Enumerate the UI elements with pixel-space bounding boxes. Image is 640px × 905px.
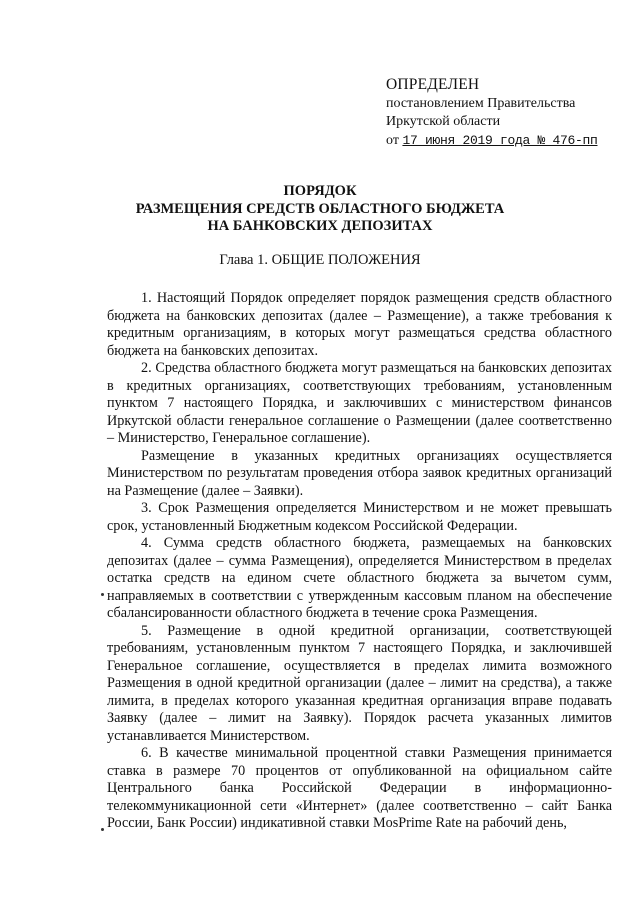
- title-line-2: РАЗМЕЩЕНИЯ СРЕДСТВ ОБЛАСТНОГО БЮДЖЕТА: [135, 200, 505, 217]
- title-line-1: ПОРЯДОК: [283, 183, 357, 199]
- paragraph-4: 4. Сумма средств областного бюджета, размещаемых на банковских депозитах (далее – сумма Размещения), определяется Министерством в пределах остатка средств на едином счете областного бюджета за вычетом сумм, направляемых в соответствии с утвержденным кассовым планом на обеспечение сбалансированности областного бюджета в течение срока Размещения.: [107, 535, 612, 621]
- scan-speck: [101, 593, 104, 596]
- approval-date-number: 17 июня 2019 года № 476-пп: [402, 132, 598, 148]
- approval-title: ОПРЕДЕЛЕН: [386, 76, 480, 93]
- paragraph-1: 1. Настоящий Порядок определяет порядок размещения средств областного бюджета на банковских депозитах (далее – Размещение), а также требования к кредитным организациям, в которых могут размещаться средства областного бюджета на банковских депозитах.: [107, 290, 612, 359]
- paragraph-2-continuation: Размещение в указанных кредитных организациях осуществляется Министерством по результатам проведения отбора заявок кредитных организаций на Размещение (далее – Заявки).: [107, 447, 612, 499]
- paragraph-6: 6. В качестве минимальной процентной ставки Размещения принимается ставка в размере 70 процентов от опубликованной на официальном сайте Центрального банка Российской Федерации в информационно-телекоммуникационной сети «Интернет» (далее соответственно – сайт Банка России, Банк России) индикативной ставки MosPrime Rate на рабочий день,: [107, 745, 612, 831]
- approval-line-2: Иркутской области: [386, 114, 501, 129]
- approval-date-line: [386, 132, 632, 151]
- paragraph-2: 2. Средства областного бюджета могут размещаться на банковских депозитах в кредитных организациях, соответствующих требованиям, установленным пунктом 7 настоящего Порядка, и заключивших с министерством финансов Иркутской области генеральное соглашение о Размещении (далее соответственно – Министерство, Генеральное соглашение).: [107, 360, 612, 446]
- approval-line-1: постановлением Правительства: [386, 95, 576, 111]
- title-line-3: НА БАНКОВСКИХ ДЕПОЗИТАХ: [207, 218, 433, 234]
- approval-prefix: от: [386, 132, 399, 148]
- document-title: [40, 183, 600, 236]
- scan-speck: [101, 828, 104, 831]
- paragraph-5: 5. Размещение в одной кредитной организации, соответствующей требованиям, установленным пунктом 7 настоящего Порядка, и заключившей Генеральное соглашение, осуществляется в пределах лимита возможного Размещения в одной кредитной организации (далее – лимит на средства), а также лимита, в пределах которого указанная кредитная организация вправе подавать Заявку (далее – лимит на Заявку). Порядок расчета указанных лимитов устанавливается Министерством.: [107, 622, 612, 744]
- paragraph-3: 3. Срок Размещения определяется Министерством и не может превышать срок, установленный Бюджетным кодексом Российской Федерации.: [107, 500, 612, 534]
- chapter-heading: Глава 1. ОБЩИЕ ПОЛОЖЕНИЯ: [219, 252, 421, 268]
- document-body: [107, 290, 612, 833]
- approval-stamp: [386, 76, 632, 150]
